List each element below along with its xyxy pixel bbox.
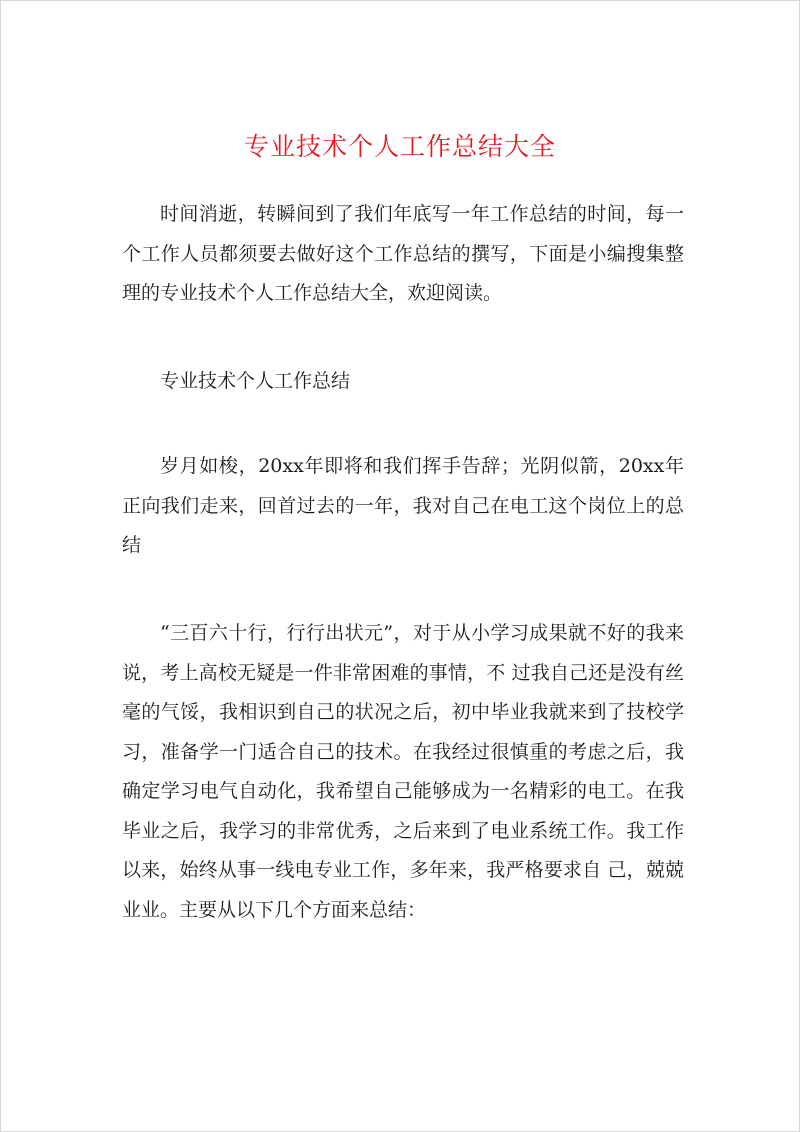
intro-paragraph: 时间消逝，转瞬间到了我们年底写一年工作总结的时间，每一个工作人员都须要去做好这个工作总结的撰写，下面是小编搜集整理的专业技术个人工作总结大全，欢迎阅读。	[122, 203, 684, 304]
section-heading: 专业技术个人工作总结	[160, 370, 351, 392]
body-paragraph-1: 岁月如梭，20xx年即将和我们挥手告辞；光阴似箭，20xx年正向我们走来，回首过去的一年，我对自己在电工这个岗位上的总结	[122, 455, 684, 556]
document-title: 专业技术个人工作总结大全	[243, 132, 556, 161]
body-paragraph-2: “三百六十行，行行出状元”，对于从小学习成果就不好的我来说，考上高校无疑是一件非常困难的事情，不 过我自己还是没有丝毫的气馁，我相识到自己的状况之后，初中毕业我就来到了技校学习，准备学一门适合自己的技术。在我经过很慎重的考虑之后，我确定学习电气自动化，我希望自己能够成为一名精彩的电工。在我毕业之后，我学习的非常优秀，之后来到了电业系统工作。我工作以来，始终从事一线电专业工作，多年来，我严格要求自 己，兢兢业业。主要从以下几个方面来总结：	[122, 622, 684, 921]
